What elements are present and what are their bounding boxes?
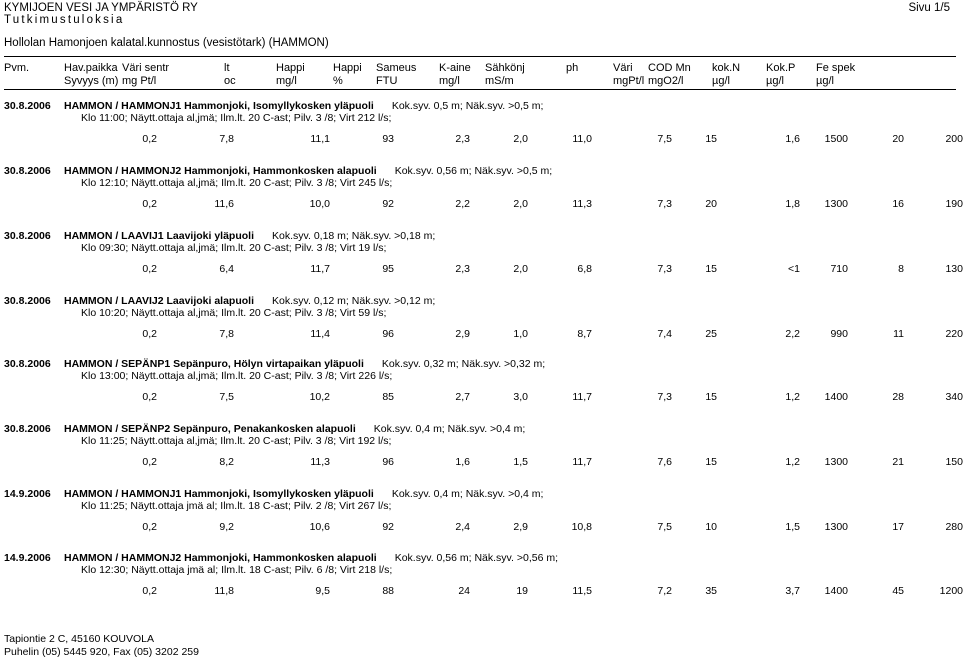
- measurement-value: 0,2: [142, 585, 157, 597]
- measurement-value: 1300: [824, 521, 848, 533]
- column-header: [566, 62, 578, 75]
- measurement-value: 220: [945, 328, 963, 340]
- measurement-values: [0, 521, 963, 535]
- measurement-value: 0,2: [142, 198, 157, 210]
- org-name: KYMIJOEN VESI JA YMPÄRISTÖ RY: [4, 2, 198, 14]
- measurement-value: 7,3: [657, 198, 672, 210]
- measurement-values: [0, 391, 963, 405]
- sample-date: 14.9.2006: [4, 552, 51, 564]
- measurement-value: 15: [705, 133, 717, 145]
- measurement-value: 1,8: [785, 198, 800, 210]
- measurement-value: 10,0: [309, 198, 330, 210]
- column-header-unit: µg/l: [766, 75, 784, 87]
- site-conditions: Kok.syv. 0,5 m; Näk.syv. >0,5 m;: [391, 100, 544, 112]
- site-conditions: Kok.syv. 0,4 m; Näk.syv. >0,4 m;: [391, 488, 544, 500]
- column-header-unit: oc: [224, 75, 236, 87]
- measurement-value: 21: [892, 456, 904, 468]
- sample-date: 14.9.2006: [4, 488, 51, 500]
- measurement-value: 11,6: [214, 198, 234, 210]
- measurement-values: [0, 585, 963, 599]
- column-header: [766, 62, 795, 88]
- measurement-value: 1,2: [785, 391, 800, 403]
- column-header-label: Fe spek: [816, 62, 856, 74]
- measurement-value: 2,9: [513, 521, 528, 533]
- measurement-value: 92: [382, 198, 394, 210]
- measurement-value: 1200: [939, 585, 963, 597]
- table-row: [0, 423, 963, 485]
- measurement-value: 10: [705, 521, 717, 533]
- column-header-unit: Syvyys (m): [64, 75, 119, 87]
- sample-meta: Klo 13:00; Näytt.ottaja al,jmä; Ilm.lt. 20 C-ast; Pilv. 3 /8; Virt 226 l/s;: [81, 370, 393, 382]
- sample-date: 30.8.2006: [4, 358, 51, 370]
- sample-date: 30.8.2006: [4, 165, 51, 177]
- measurement-value: <1: [788, 263, 800, 275]
- measurement-value: 710: [830, 263, 848, 275]
- measurement-value: 2,7: [455, 391, 470, 403]
- measurement-value: 35: [705, 585, 717, 597]
- column-header-unit: mgPt/l: [613, 75, 645, 87]
- measurement-value: 9,5: [315, 585, 330, 597]
- measurement-value: 1400: [824, 391, 848, 403]
- measurement-value: 45: [892, 585, 904, 597]
- measurement-value: 11,8: [214, 585, 234, 597]
- header-bottom-rule: [4, 89, 956, 90]
- sampling-site: [64, 358, 545, 370]
- measurement-value: 11,3: [572, 198, 592, 210]
- measurement-value: 8,7: [577, 328, 592, 340]
- table-row: [0, 230, 963, 292]
- footer-contact: Puhelin (05) 5445 920, Fax (05) 3202 259: [4, 646, 199, 658]
- measurement-values: [0, 456, 963, 470]
- measurement-value: 2,0: [513, 198, 528, 210]
- table-row: [0, 100, 963, 162]
- measurement-value: 7,5: [657, 521, 672, 533]
- measurement-value: 0,2: [142, 456, 157, 468]
- measurement-value: 10,2: [309, 391, 330, 403]
- measurement-value: 0,2: [142, 391, 157, 403]
- measurement-value: 7,3: [657, 391, 672, 403]
- measurement-value: 7,8: [219, 133, 234, 145]
- measurement-value: 7,5: [657, 133, 672, 145]
- measurement-value: 7,5: [219, 391, 234, 403]
- measurement-value: 11,5: [572, 585, 592, 597]
- measurement-value: 1,5: [513, 456, 528, 468]
- measurement-value: 7,3: [657, 263, 672, 275]
- measurement-value: 3,7: [785, 585, 800, 597]
- measurement-value: 20: [892, 133, 904, 145]
- measurement-value: 16: [892, 198, 904, 210]
- measurement-value: 1500: [824, 133, 848, 145]
- measurement-value: 2,0: [513, 133, 528, 145]
- sampling-site: [64, 552, 558, 564]
- site-conditions: Kok.syv. 0,56 m; Näk.syv. >0,56 m;: [394, 552, 559, 564]
- measurement-value: 20: [705, 198, 717, 210]
- measurement-values: [0, 198, 963, 212]
- measurement-value: 11,1: [310, 133, 330, 145]
- measurement-value: 88: [382, 585, 394, 597]
- measurement-value: 8,2: [219, 456, 234, 468]
- measurement-value: 2,2: [455, 198, 470, 210]
- measurement-value: 7,4: [657, 328, 672, 340]
- column-header-unit: µg/l: [712, 75, 730, 87]
- measurement-value: 11,7: [572, 456, 592, 468]
- measurement-values: [0, 328, 963, 342]
- sampling-site: [64, 230, 435, 242]
- site-name: HAMMON / LAAVIJ1 Laavijoki yläpuoli: [64, 230, 255, 242]
- measurement-value: 1,5: [785, 521, 800, 533]
- site-conditions: Kok.syv. 0,18 m; Näk.syv. >0,18 m;: [272, 230, 436, 242]
- header-top-rule: [4, 56, 956, 57]
- column-header: [333, 62, 362, 88]
- column-header-unit: mg Pt/l: [122, 75, 157, 87]
- site-name: HAMMON / SEPÄNP2 Sepänpuro, Penakankosken alapuoli: [64, 423, 356, 435]
- sample-date: 30.8.2006: [4, 423, 51, 435]
- table-row: [0, 552, 963, 614]
- column-header-label: Sähkönj: [485, 62, 525, 74]
- sample-meta: Klo 12:30; Näytt.ottaja jmä al; Ilm.lt. 18 C-ast; Pilv. 6 /8; Virt 218 l/s;: [81, 564, 393, 576]
- sample-date: 30.8.2006: [4, 100, 51, 112]
- column-header-label: COD Mn: [648, 62, 691, 74]
- measurement-value: 2,9: [455, 328, 470, 340]
- measurement-value: 11,4: [310, 328, 330, 340]
- measurement-value: 1300: [824, 456, 848, 468]
- column-header-label: Väri sentr: [122, 62, 170, 74]
- measurement-value: 340: [945, 391, 963, 403]
- column-header-unit: FTU: [376, 75, 398, 87]
- sample-date: 30.8.2006: [4, 295, 51, 307]
- measurement-value: 7,8: [219, 328, 234, 340]
- measurement-value: 95: [382, 263, 394, 275]
- column-header-label: Happi: [333, 62, 362, 74]
- measurement-value: 280: [945, 521, 963, 533]
- measurement-value: 1,6: [785, 133, 800, 145]
- measurement-value: 19: [516, 585, 528, 597]
- sampling-site: [64, 165, 552, 177]
- column-header: [439, 62, 471, 88]
- measurement-value: 6,4: [219, 263, 234, 275]
- column-header-label: Hav.paikka: [64, 62, 118, 74]
- measurement-value: 7,2: [657, 585, 672, 597]
- table-row: [0, 295, 963, 357]
- measurement-value: 0,2: [142, 328, 157, 340]
- sampling-site: [64, 423, 525, 435]
- page-number: Sivu 1/5: [908, 2, 950, 14]
- measurement-value: 24: [458, 585, 470, 597]
- measurement-values: [0, 133, 963, 147]
- measurement-value: 2,3: [455, 133, 470, 145]
- sampling-site: [64, 295, 435, 307]
- column-header: [648, 62, 691, 88]
- measurement-value: 17: [892, 521, 904, 533]
- measurement-value: 1400: [824, 585, 848, 597]
- column-header: [613, 62, 644, 88]
- measurement-value: 200: [945, 133, 963, 145]
- table-row: [0, 165, 963, 227]
- measurement-value: 11,7: [310, 263, 330, 275]
- measurement-value: 10,6: [309, 521, 330, 533]
- measurement-value: 11,3: [310, 456, 330, 468]
- site-name: HAMMON / SEPÄNP1 Sepänpuro, Hölyn virtapaikan yläpuoli: [64, 358, 364, 370]
- measurement-value: 6,8: [577, 263, 592, 275]
- column-header-label: Pvm.: [4, 62, 30, 74]
- column-header-unit: mg/l: [276, 75, 297, 87]
- column-header: [64, 62, 118, 88]
- table-row: [0, 488, 963, 550]
- sample-meta: Klo 11:25; Näytt.ottaja jmä al; Ilm.lt. 18 C-ast; Pilv. 2 /8; Virt 267 l/s;: [81, 500, 392, 512]
- measurement-value: 2,0: [513, 263, 528, 275]
- column-header-label: Happi: [276, 62, 305, 74]
- measurement-value: 28: [892, 391, 904, 403]
- column-header: [376, 62, 416, 88]
- site-conditions: Kok.syv. 0,56 m; Näk.syv. >0,5 m;: [394, 165, 553, 177]
- measurement-value: 1,2: [785, 456, 800, 468]
- column-header-label: Väri: [613, 62, 633, 74]
- column-header-label: Sameus: [376, 62, 417, 74]
- measurement-values: [0, 263, 963, 277]
- measurement-value: 130: [945, 263, 963, 275]
- column-header: [816, 62, 855, 88]
- measurement-value: 0,2: [142, 133, 157, 145]
- measurement-value: 7,6: [657, 456, 672, 468]
- column-header-label: lt: [224, 62, 230, 74]
- measurement-value: 15: [705, 263, 717, 275]
- measurement-value: 10,8: [571, 521, 592, 533]
- column-header: [122, 62, 169, 88]
- measurement-value: 3,0: [513, 391, 528, 403]
- sample-meta: Klo 10:20; Näytt.ottaja al,jmä; Ilm.lt. 20 C-ast; Pilv. 3 /8; Virt 59 l/s;: [81, 307, 387, 319]
- column-header-label: K-aine: [439, 62, 471, 74]
- measurement-value: 11,0: [572, 133, 592, 145]
- site-name: HAMMON / HAMMONJ1 Hammonjoki, Isomyllykosken yläpuoli: [64, 488, 374, 500]
- measurement-value: 1300: [824, 198, 848, 210]
- site-name: HAMMON / LAAVIJ2 Laavijoki alapuoli: [64, 295, 255, 307]
- column-header-unit: µg/l: [816, 75, 834, 87]
- measurement-value: 11: [893, 328, 904, 340]
- column-header: [712, 62, 740, 88]
- measurement-value: 85: [382, 391, 394, 403]
- measurement-value: 92: [382, 521, 394, 533]
- report-title: Hollolan Hamonjoen kalatal.kunnostus (vesistötark) (HAMMON): [4, 37, 329, 49]
- table-row: [0, 358, 963, 420]
- measurement-value: 8: [898, 263, 904, 275]
- measurement-value: 96: [382, 456, 394, 468]
- sampling-site: [64, 100, 543, 112]
- site-name: HAMMON / HAMMONJ2 Hammonjoki, Hammonkosken alapuoli: [64, 552, 377, 564]
- measurement-value: 1,6: [455, 456, 470, 468]
- column-header-unit: mgO2/l: [648, 75, 684, 87]
- measurement-value: 2,3: [455, 263, 470, 275]
- sample-meta: Klo 09:30; Näytt.ottaja al,jmä; Ilm.lt. 20 C-ast; Pilv. 3 /8; Virt 19 l/s;: [81, 242, 387, 254]
- column-header: [224, 62, 236, 88]
- measurement-value: 150: [945, 456, 963, 468]
- measurement-value: 15: [705, 391, 717, 403]
- measurement-value: 9,2: [219, 521, 234, 533]
- column-header-unit: %: [333, 75, 343, 87]
- column-header: [485, 62, 525, 88]
- document-type: Tutkimustuloksia: [4, 14, 125, 26]
- measurement-value: 11,7: [572, 391, 592, 403]
- site-conditions: Kok.syv. 0,12 m; Näk.syv. >0,12 m;: [272, 295, 436, 307]
- measurement-value: 25: [705, 328, 717, 340]
- site-name: HAMMON / HAMMONJ2 Hammonjoki, Hammonkosken alapuoli: [64, 165, 377, 177]
- column-header: [4, 62, 29, 75]
- column-header-unit: mg/l: [439, 75, 460, 87]
- sample-meta: Klo 12:10; Näytt.ottaja al,jmä; Ilm.lt. 20 C-ast; Pilv. 3 /8; Virt 245 l/s;: [81, 177, 393, 189]
- measurement-value: 1,0: [513, 328, 528, 340]
- sample-meta: Klo 11:00; Näytt.ottaja al,jmä; Ilm.lt. 20 C-ast; Pilv. 3 /8; Virt 212 l/s;: [81, 112, 392, 124]
- column-header-unit: mS/m: [485, 75, 514, 87]
- footer-address: Tapiontie 2 C, 45160 KOUVOLA: [4, 633, 155, 645]
- measurement-value: 2,4: [455, 521, 470, 533]
- measurement-value: 0,2: [142, 521, 157, 533]
- measurement-value: 2,2: [785, 328, 800, 340]
- measurement-value: 190: [945, 198, 963, 210]
- site-conditions: Kok.syv. 0,32 m; Näk.syv. >0,32 m;: [381, 358, 546, 370]
- sample-date: 30.8.2006: [4, 230, 51, 242]
- measurement-value: 15: [705, 456, 717, 468]
- measurement-value: 0,2: [142, 263, 157, 275]
- sampling-site: [64, 488, 543, 500]
- sample-meta: Klo 11:25; Näytt.ottaja al,jmä; Ilm.lt. 20 C-ast; Pilv. 3 /8; Virt 192 l/s;: [81, 435, 392, 447]
- column-header-label: kok.N: [712, 62, 741, 74]
- site-name: HAMMON / HAMMONJ1 Hammonjoki, Isomyllykosken yläpuoli: [64, 100, 374, 112]
- column-header-label: Kok.P: [766, 62, 796, 74]
- measurement-value: 96: [382, 328, 394, 340]
- site-conditions: Kok.syv. 0,4 m; Näk.syv. >0,4 m;: [373, 423, 526, 435]
- column-header-label: ph: [566, 62, 579, 74]
- measurement-value: 93: [382, 133, 394, 145]
- measurement-value: 990: [830, 328, 848, 340]
- column-header: [276, 62, 305, 88]
